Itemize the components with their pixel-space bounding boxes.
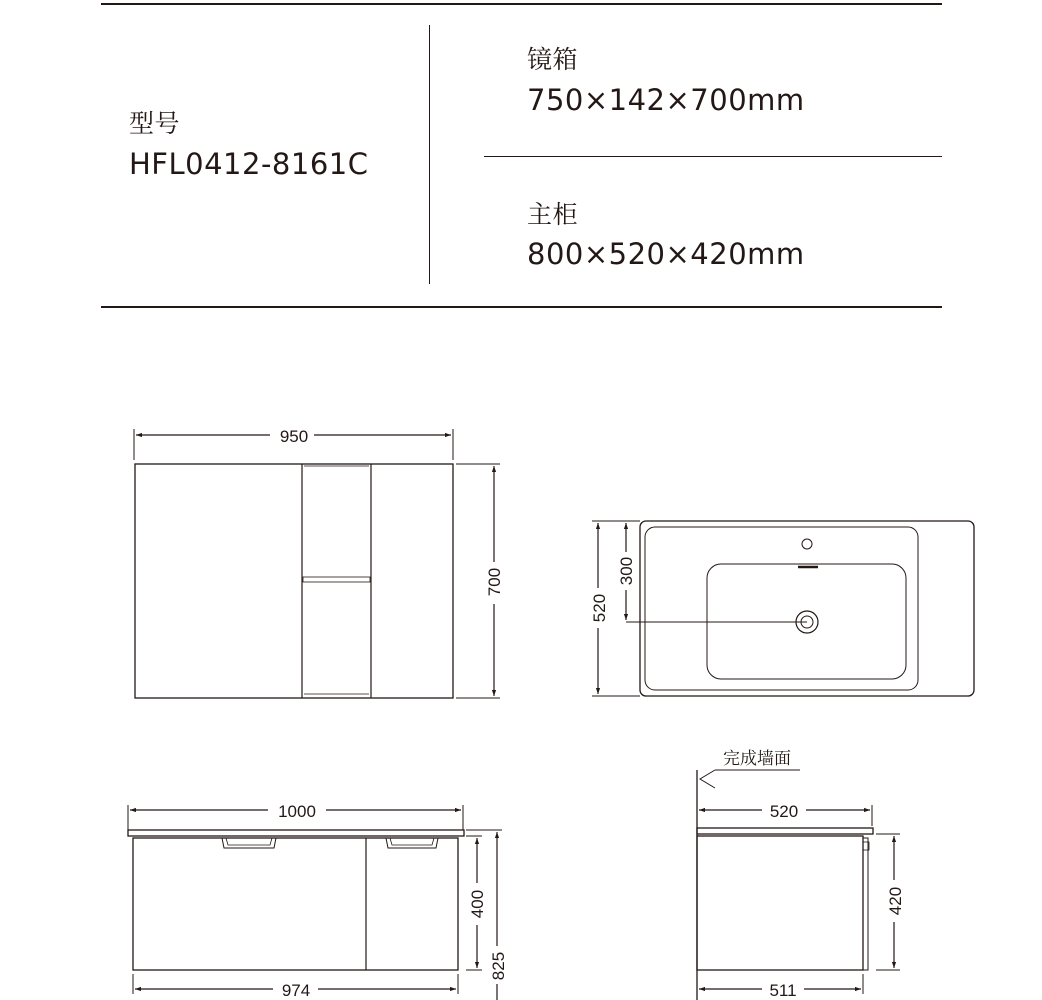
side-cabinet-body bbox=[697, 836, 863, 970]
dim-side-body-depth: 511 bbox=[769, 981, 797, 1000]
mirror-value: 750×142×700mm bbox=[527, 83, 805, 117]
cabinet-body bbox=[133, 838, 458, 970]
mirror-cabinet-outline bbox=[135, 464, 453, 698]
basin-top-view bbox=[592, 521, 974, 696]
model-label: 型号 bbox=[129, 109, 181, 138]
side-countertop bbox=[697, 828, 873, 834]
mirror-label: 镜箱 bbox=[527, 45, 579, 74]
basin-inner-rim bbox=[645, 527, 918, 690]
cabinet-label: 主柜 bbox=[527, 200, 579, 229]
dim-side-top-depth: 520 bbox=[769, 802, 799, 821]
cabinet-value: 800×520×420mm bbox=[527, 237, 805, 271]
dim-basin-drain: 300 bbox=[617, 556, 636, 586]
dim-mirror-height: 700 bbox=[485, 567, 504, 597]
dim-front-body-width: 974 bbox=[281, 981, 311, 1000]
tap-hole bbox=[802, 539, 812, 549]
right-drawer-handle bbox=[386, 838, 438, 848]
dim-mirror-width: 950 bbox=[279, 427, 309, 446]
model-value: HFL0412-8161C bbox=[129, 147, 369, 181]
dim-basin-depth: 520 bbox=[590, 593, 609, 623]
basin-outline bbox=[640, 521, 974, 696]
side-door-profile bbox=[863, 838, 868, 970]
dim-side-height: 420 bbox=[886, 886, 905, 916]
cabinet-front-view bbox=[128, 805, 502, 1000]
left-drawer-handle bbox=[222, 838, 276, 848]
dim-front-total-height: 825 bbox=[489, 951, 508, 981]
mirror-cabinet-view bbox=[134, 429, 500, 698]
wall-marker bbox=[700, 770, 715, 788]
mirror-shelf bbox=[303, 577, 370, 582]
wall-label: 完成墙面 bbox=[723, 749, 791, 768]
countertop bbox=[128, 830, 464, 836]
cabinet-side-view bbox=[697, 770, 900, 1000]
dim-front-top-width: 1000 bbox=[278, 802, 316, 821]
dim-front-body-height: 400 bbox=[468, 889, 487, 919]
